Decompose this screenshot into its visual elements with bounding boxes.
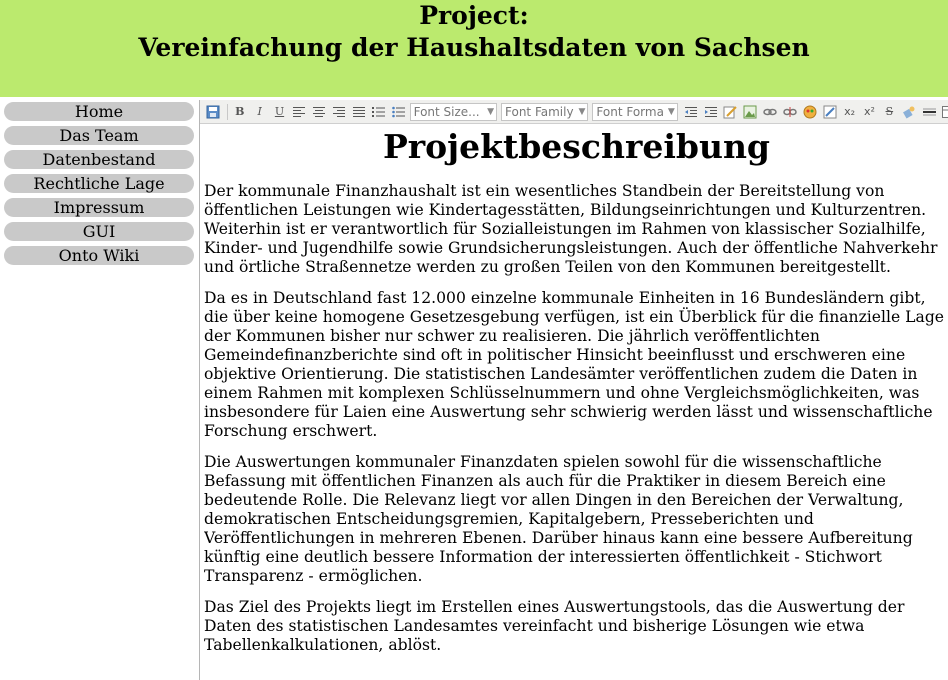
strikethrough-button[interactable]: S — [885, 105, 894, 118]
font-size-select-label: Font Size... — [413, 104, 480, 119]
chevron-down-icon: ▼ — [487, 106, 494, 117]
nav-item-das-team[interactable]: Das Team — [4, 126, 194, 145]
nav-item-impressum[interactable]: Impressum — [4, 198, 194, 217]
rich-text-editor — [199, 100, 948, 680]
font-format-select-label: Font Forma — [596, 104, 664, 119]
clean-format-icon[interactable] — [900, 103, 918, 121]
outdent-icon[interactable] — [682, 103, 700, 121]
nav-item-home[interactable]: Home — [4, 102, 194, 121]
paragraph-3: Die Auswertungen kommunaler Finanzdaten spielen sowohl für die wissenschaftliche Befassung mit öffentlichen Finanzen als auch für die Praktiker in diesem Bereich eine bedeutende Rolle. Die Relevanz liegt vor allen Dingen in den Bereichen der Verwaltung, demokratischen Entscheidungsgremien, Kapitalgebern, Presseberichten und Veröffentlichungen in mehreren Ebenen. Darüber hinaus kann eine bessere Aufbereitung künftig eine deutlich bessere Information der interessierten öffentlichkeit - Stichwort Transparenz - ermöglichen. — [204, 453, 913, 585]
paragraph-1: Der kommunale Finanzhaushalt ist ein wesentliches Standbein der Bereitstellung von öffentlichen Leistungen wie Kindertagesstätten, Bildungseinrichtungen und Kulturzentren. Weiterhin ist er verantwortlich für Sozialleistungen im Rahmen von klassischer Sozialhilfe, Kinder- und Jugendhilfe sowie Grundsicherungsleistungen. Auch der öffentliche Nahverkehr und örtliche Straßennetze werden zu großen Teilen von den Kommunen bereitgestellt. — [204, 182, 938, 276]
paragraph-2: Da es in Deutschland fast 12.000 einzelne kommunale Einheiten in 16 Bundesländern gibt, die über keine homogene Gesetzesgebung verfügen, ist ein Überblick für die finanzielle Lage der Kommunen bisher nur schwer zu realisieren. Die jährlich veröffentlichten Gemeindefinanzberichte sind oft in politischer Hinsicht beeinflusst und erschweren eine objektive Orientierung. Die statistischen Landesämter veröffentlichen zudem die Daten in einem Rahmen mit komplexen Schlüsselnummern und ohne Vergleichsmöglichkeiten, was insbesondere für Laien eine Auswertung sehr schwierig werden lässt und wissenschaftliche Forschung erschwert. — [204, 289, 945, 440]
unlink-icon[interactable] — [781, 103, 799, 121]
chevron-down-icon: ▼ — [578, 106, 586, 117]
header-title-line1: Project: — [419, 1, 529, 30]
chevron-down-icon: ▼ — [667, 106, 675, 117]
page-title: Projektbeschreibung — [382, 130, 771, 166]
insert-image-icon[interactable] — [741, 103, 759, 121]
align-left-icon[interactable] — [290, 103, 308, 121]
color-picker-icon[interactable] — [801, 103, 819, 121]
nav-item-datenbestand[interactable]: Datenbestand — [4, 150, 194, 169]
align-center-icon[interactable] — [310, 103, 328, 121]
ordered-list-icon[interactable] — [370, 103, 388, 121]
site-header — [0, 0, 948, 97]
nav-item-onto-wiki[interactable]: Onto Wiki — [4, 246, 194, 265]
unordered-list-icon[interactable] — [390, 103, 408, 121]
font-family-select-label: Font Family — [505, 104, 574, 119]
editor-toolbar — [200, 100, 948, 124]
underline-button[interactable]: U — [274, 105, 285, 118]
align-justify-icon[interactable] — [350, 103, 368, 121]
toolbar-separator — [227, 104, 228, 120]
header-title-line2: Vereinfachung der Haushaltsdaten von Sachsen — [138, 33, 810, 62]
indent-icon[interactable] — [702, 103, 720, 121]
save-icon[interactable] — [204, 103, 222, 121]
nav-item-rechtliche-lage[interactable]: Rechtliche Lage — [4, 174, 194, 193]
source-code-icon[interactable] — [821, 103, 839, 121]
sidebar-nav — [4, 102, 194, 270]
font-family-select[interactable] — [501, 103, 588, 121]
link-icon[interactable] — [761, 103, 779, 121]
editor-content[interactable] — [204, 130, 948, 680]
horizontal-rule-icon[interactable] — [920, 103, 938, 121]
insert-table-icon[interactable] — [940, 103, 948, 121]
bold-button[interactable]: B — [235, 105, 245, 118]
align-right-icon[interactable] — [330, 103, 348, 121]
italic-button[interactable]: I — [257, 105, 262, 118]
edit-icon[interactable] — [722, 103, 740, 121]
superscript-button[interactable]: x² — [864, 105, 875, 118]
paragraph-4: Das Ziel des Projekts liegt im Erstellen eines Auswertungstools, das die Auswertung der Daten des statistischen Landesamtes vereinfacht und bisherige Lösungen wie etwa Tabellenkalkulationen, ablöst. — [204, 598, 905, 654]
nav-item-gui[interactable]: GUI — [4, 222, 194, 241]
subscript-button[interactable]: x₂ — [844, 105, 856, 118]
font-format-select[interactable] — [592, 103, 677, 121]
font-size-select[interactable] — [410, 103, 497, 121]
